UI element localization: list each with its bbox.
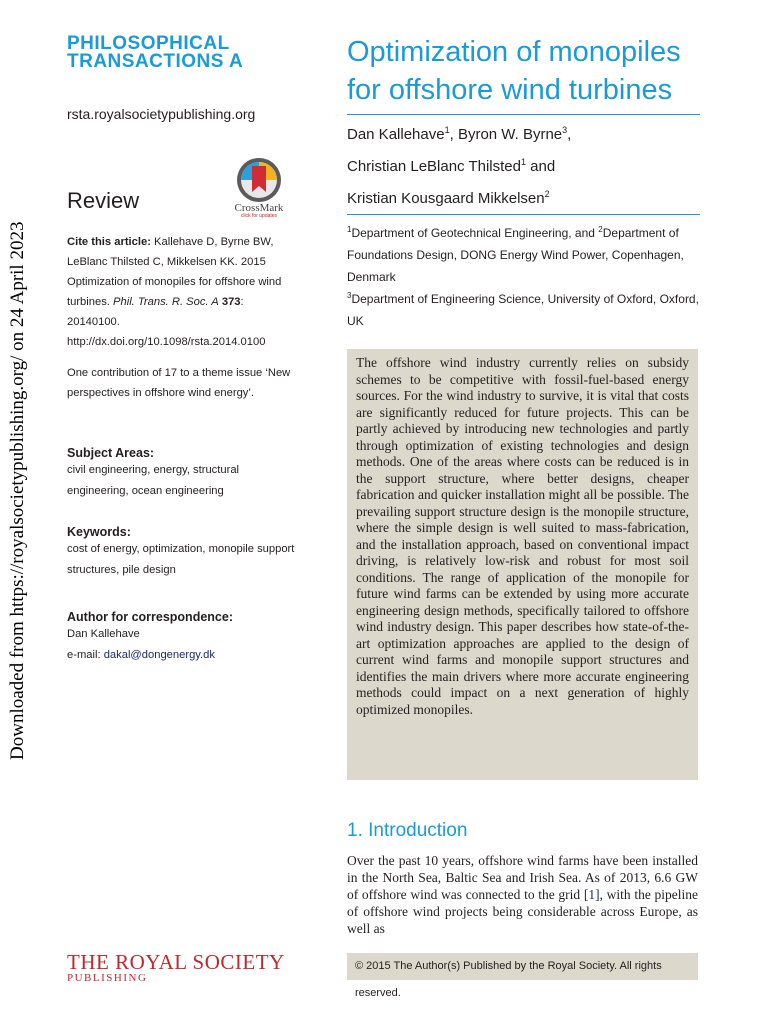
correspondence-name: Dan Kallehave — [67, 628, 140, 640]
publisher-logo-sub: PUBLISHING — [67, 972, 148, 984]
abstract-box — [347, 349, 698, 780]
author-name: Kristian Kousgaard Mikkelsen — [347, 190, 545, 207]
reference-link[interactable]: [1] — [583, 887, 600, 902]
affil-sup: 1 — [347, 225, 352, 234]
keywords-heading: Keywords: — [67, 525, 131, 539]
author-name: Byron W. Byrne — [457, 126, 563, 143]
affil-sup: 3 — [347, 291, 352, 300]
journal-name-line2: TRANSACTIONS A — [67, 51, 244, 72]
affil-text: Department of Engineering Science, University of Oxford, Oxford, UK — [347, 292, 699, 328]
citation-doi[interactable]: : 20140100. http://dx.doi.org/10.1098/rsta.2014.0100 — [67, 296, 266, 348]
author-name: Dan Kallehave — [347, 126, 445, 143]
crossmark-label: CrossMark — [234, 202, 284, 214]
subject-areas-heading: Subject Areas: — [67, 446, 155, 460]
affil-sup: 2 — [598, 225, 603, 234]
keywords — [67, 525, 297, 580]
keywords-body: cost of energy, optimization, monopile support structures, pile design — [67, 543, 295, 576]
correspondence-email-line — [67, 645, 297, 666]
email-link[interactable]: dakal@dongenergy.dk — [103, 648, 215, 661]
subject-areas — [67, 446, 297, 501]
publisher-logo: THE ROYAL SOCIETY — [67, 950, 285, 974]
copyright-bar: © 2015 The Author(s) Published by the Royal Society. All rights reserved. — [347, 953, 698, 980]
download-stamp: Downloaded from https://royalsocietypublishing.org/ on 24 April 2023 — [7, 221, 28, 760]
authors-rule — [347, 214, 700, 215]
citation-label: Cite this article: — [67, 236, 151, 248]
crossmark-badge[interactable] — [220, 158, 298, 218]
crossmark-sublabel: click for updates — [240, 213, 278, 219]
email-label: e-mail: — [67, 648, 104, 661]
author-list — [347, 119, 707, 215]
title-rule — [347, 114, 700, 115]
affil-text: Department of Geotechnical Engineering, and — [351, 226, 599, 240]
author-affil-sup: 2 — [544, 189, 550, 199]
citation-volume: 373 — [221, 296, 241, 308]
journal-name-line1: PHILOSOPHICAL — [67, 33, 230, 54]
abstract-text: The offshore wind industry currently relies on subsidy schemes to be competitive with fossil-fuel-based energy sources. For the wind industry to survive, it is vital that costs are significantly reduced for future projects. This can be partly achieved by introducing new technologies and partly through optimization of existing technologies and design methods. One of the areas where costs can be reduced is in the support structure, where better designs, cheaper fabrication and quicker installation might all be possible. The prevailing support structure design is the monopile structure, where the simple design is well suited to mass-fabrication, and the installation approach, based on conventional impact driving, is relatively low-risk and robust for most soil conditions. The range of application of the monopile for future wind farms can be extended by using more accurate engineering design methods, specifically tailored to offshore wind industry design. This paper describes how state-of-the-art optimization approaches are applied to the design of current wind farms and monopile support structures and identifies the main drivers where more accurate engineering methods could impact on a next generation of highly optimized monopiles. — [356, 355, 689, 717]
intro-text: Over the past 10 years, offshore wind farms have been installed in the North Sea, Baltic Sea and Irish Sea. As of 2013, 6.6 GW of offshore wind was connected to the grid — [347, 853, 698, 902]
author-affil-sup: 1 — [444, 125, 450, 135]
introduction-body — [347, 852, 698, 937]
subject-areas-body: civil engineering, energy, structural engineering, ocean engineering — [67, 464, 240, 497]
citation-text: Kallehave D, Byrne BW, LeBlanc Thilsted C, Mikkelsen KK. 2015 Optimization of monopiles for offshore wind turbines. — [67, 236, 282, 308]
affiliations — [347, 222, 700, 332]
correspondence-heading: Author for correspondence: — [67, 610, 233, 624]
author-separator: , — [567, 126, 572, 143]
author-name: Christian LeBlanc Thilsted — [347, 158, 521, 175]
crossmark-icon — [220, 158, 298, 204]
citation-block — [67, 232, 295, 352]
theme-issue-note: One contribution of 17 to a theme issue ‘New perspectives in offshore wind energy’. — [67, 367, 291, 399]
author-affil-sup: 3 — [562, 125, 568, 135]
correspondence — [67, 610, 297, 665]
citation-journal: Phil. Trans. R. Soc. A — [113, 296, 219, 308]
author-separator: , — [449, 126, 458, 143]
intro-text: , with the pipeline of offshore wind projects being considerable across Europe, as well as — [347, 887, 698, 936]
journal-url-link[interactable]: rsta.royalsocietypublishing.org — [67, 106, 256, 122]
author-separator: and — [526, 158, 556, 175]
author-affil-sup: 1 — [520, 157, 526, 167]
journal-name — [67, 35, 243, 71]
article-type: Review — [67, 188, 140, 213]
article-title: Optimization of monopiles for offshore wind turbines — [347, 36, 681, 106]
affil-text: Department of Foundations Design, DONG Energy Wind Power, Copenhagen, Denmark — [347, 226, 684, 284]
section-heading-introduction: 1. Introduction — [347, 820, 468, 841]
